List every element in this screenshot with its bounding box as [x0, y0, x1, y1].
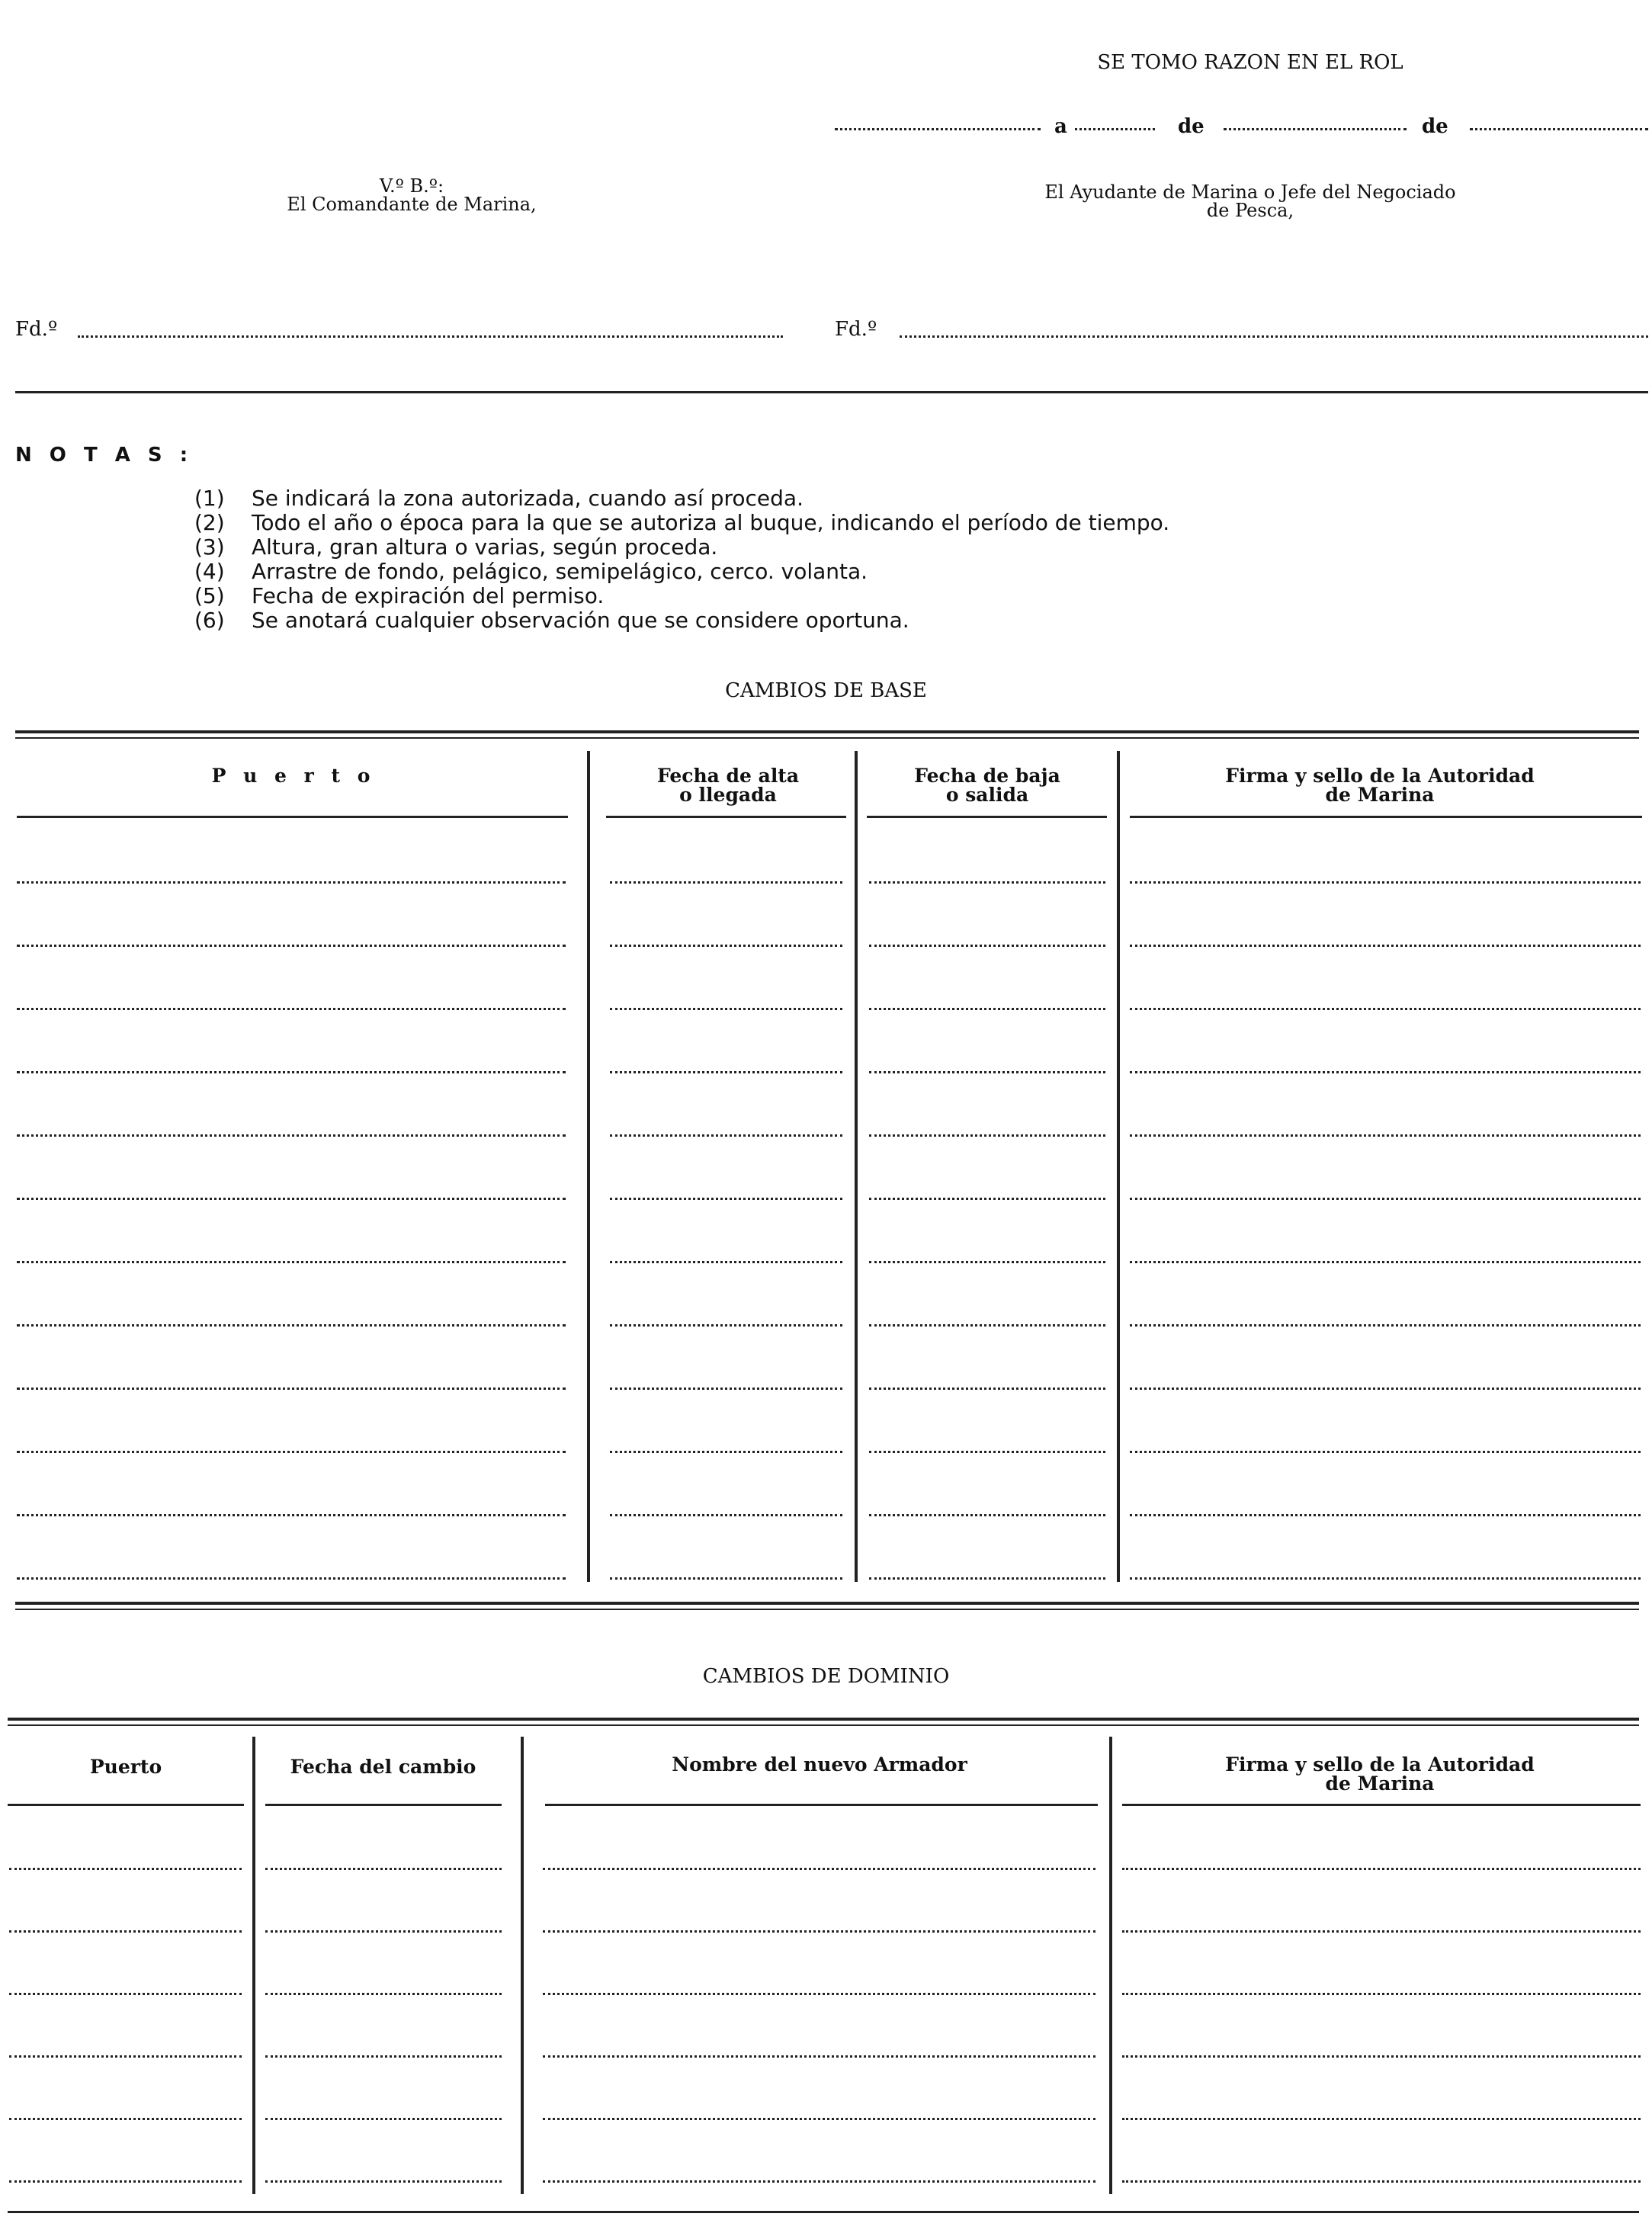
base-row-2-col-4-field[interactable] — [1130, 945, 1641, 947]
base-row-9-col-2-field[interactable] — [610, 1388, 842, 1390]
base-row-3-col-3-field[interactable] — [869, 1008, 1105, 1010]
fd-left-label: Fd.º — [15, 318, 58, 341]
base-row-5-col-4-field[interactable] — [1130, 1134, 1641, 1137]
base-row-7-col-1-field[interactable] — [17, 1261, 566, 1263]
dominio-row-6-col-4-field[interactable] — [1122, 2180, 1641, 2183]
dominio-top-rule — [8, 1718, 1639, 1721]
base-row-11-col-4-field[interactable] — [1130, 1514, 1641, 1516]
fd-left-signature-line[interactable] — [78, 335, 783, 338]
nota-item: (3) Altura, gran altura o varias, según proceda. — [194, 534, 718, 560]
base-row-2-col-2-field[interactable] — [610, 945, 842, 947]
base-row-4-col-3-field[interactable] — [869, 1071, 1105, 1073]
base-row-3-col-2-field[interactable] — [610, 1008, 842, 1010]
dominio-row-4-col-3-field[interactable] — [543, 2055, 1095, 2058]
dom-col-armador: Nombre del nuevo Armador — [672, 1753, 967, 1776]
fd-right-signature-line[interactable] — [900, 335, 1648, 338]
base-row-3-col-1-field[interactable] — [17, 1008, 566, 1010]
nota-item: (2) Todo el año o época para la que se autoriza al buque, indicando el período de tiempo. — [194, 510, 1170, 535]
base-top-rule — [15, 730, 1639, 733]
dom-col-fecha: Fecha del cambio — [290, 1756, 476, 1778]
base-row-10-col-1-field[interactable] — [17, 1451, 566, 1453]
section-divider — [15, 391, 1648, 393]
date-de1-label: de — [1178, 115, 1205, 138]
dom-col-divider — [1109, 1737, 1112, 2194]
comandante-label: El Comandante de Marina, — [287, 194, 537, 215]
vobo-label: V.º B.º: — [379, 175, 444, 197]
base-row-7-col-2-field[interactable] — [610, 1261, 842, 1263]
dominio-row-3-col-3-field[interactable] — [543, 1993, 1095, 1995]
base-col-firma: Firma y sello de la Autoridad de Marina — [1225, 765, 1535, 806]
date-a-label: a — [1054, 115, 1067, 138]
base-row-12-col-1-field[interactable] — [17, 1577, 566, 1580]
dom-header-underline — [545, 1804, 1098, 1806]
dominio-row-4-col-2-field[interactable] — [265, 2055, 502, 2058]
date-day-line[interactable] — [1075, 128, 1155, 130]
base-header-underline — [867, 816, 1107, 818]
base-row-3-col-4-field[interactable] — [1130, 1008, 1641, 1010]
dominio-row-5-col-3-field[interactable] — [543, 2118, 1095, 2120]
date-de2-label: de — [1422, 115, 1448, 138]
dominio-row-5-col-2-field[interactable] — [265, 2118, 502, 2120]
notas-list — [194, 486, 1169, 633]
dominio-row-2-col-4-field[interactable] — [1122, 1930, 1641, 1933]
base-row-8-col-4-field[interactable] — [1130, 1324, 1641, 1327]
notas-label: N O T A S : — [15, 444, 194, 467]
base-row-7-col-4-field[interactable] — [1130, 1261, 1641, 1263]
dominio-row-1-col-2-field[interactable] — [265, 1868, 502, 1870]
dom-col-divider — [521, 1737, 524, 2194]
base-col-puerto: P u e r t o — [211, 765, 376, 787]
base-row-8-col-3-field[interactable] — [869, 1324, 1105, 1327]
base-header-underline — [17, 816, 568, 818]
base-top-rule-thin — [15, 737, 1639, 739]
base-row-1-col-3-field[interactable] — [869, 881, 1105, 884]
base-row-9-col-1-field[interactable] — [17, 1388, 566, 1390]
base-row-6-col-2-field[interactable] — [610, 1198, 842, 1200]
base-row-10-col-4-field[interactable] — [1130, 1451, 1641, 1453]
base-row-5-col-2-field[interactable] — [610, 1134, 842, 1137]
base-row-6-col-1-field[interactable] — [17, 1198, 566, 1200]
base-col-divider — [855, 751, 858, 1582]
base-row-4-col-1-field[interactable] — [17, 1071, 566, 1073]
date-month-line[interactable] — [1224, 128, 1407, 130]
nota-item: (4) Arrastre de fondo, pelágico, semipelágico, cerco. volanta. — [194, 559, 868, 584]
base-bottom-rule-thin — [15, 1609, 1639, 1610]
base-row-2-col-3-field[interactable] — [869, 945, 1105, 947]
base-bottom-rule — [15, 1602, 1639, 1605]
fd-right-label: Fd.º — [835, 318, 877, 341]
dom-col-divider — [252, 1737, 255, 2194]
dom-header-underline — [8, 1804, 244, 1806]
base-col-fecha-baja: Fecha de baja o salida — [914, 765, 1060, 806]
base-row-2-col-1-field[interactable] — [17, 945, 566, 947]
base-row-1-col-2-field[interactable] — [610, 881, 842, 884]
base-row-4-col-2-field[interactable] — [610, 1071, 842, 1073]
dominio-row-6-col-3-field[interactable] — [543, 2180, 1095, 2183]
dominio-row-2-col-1-field[interactable] — [9, 1930, 242, 1933]
base-row-9-col-4-field[interactable] — [1130, 1388, 1641, 1390]
base-col-fecha-alta: Fecha de alta o llegada — [656, 765, 800, 806]
dominio-row-6-col-2-field[interactable] — [265, 2180, 502, 2183]
base-row-5-col-3-field[interactable] — [869, 1134, 1105, 1137]
base-row-6-col-4-field[interactable] — [1130, 1198, 1641, 1200]
dominio-row-1-col-1-field[interactable] — [9, 1868, 242, 1870]
base-row-1-col-1-field[interactable] — [17, 881, 566, 884]
dom-col-puerto: Puerto — [89, 1756, 162, 1778]
base-row-11-col-1-field[interactable] — [17, 1514, 566, 1516]
base-col-divider — [587, 751, 590, 1582]
dominio-row-2-col-3-field[interactable] — [543, 1930, 1095, 1933]
dom-header-underline — [1122, 1804, 1641, 1806]
dominio-row-5-col-4-field[interactable] — [1122, 2118, 1641, 2120]
base-row-12-col-4-field[interactable] — [1130, 1577, 1641, 1580]
dominio-row-3-col-1-field[interactable] — [9, 1993, 242, 1995]
date-year-line[interactable] — [1470, 128, 1648, 130]
base-row-5-col-1-field[interactable] — [17, 1134, 566, 1137]
base-row-12-col-2-field[interactable] — [610, 1577, 842, 1580]
dominio-row-5-col-1-field[interactable] — [9, 2118, 242, 2120]
cambios-base-title: CAMBIOS DE BASE — [725, 679, 927, 702]
dominio-row-1-col-4-field[interactable] — [1122, 1868, 1641, 1870]
base-row-9-col-3-field[interactable] — [869, 1388, 1105, 1390]
base-col-divider — [1117, 751, 1120, 1582]
dominio-row-6-col-1-field[interactable] — [9, 2180, 242, 2183]
date-place-line[interactable] — [835, 128, 1041, 130]
dominio-row-1-col-3-field[interactable] — [543, 1868, 1095, 1870]
base-row-12-col-3-field[interactable] — [869, 1577, 1105, 1580]
dominio-row-4-col-4-field[interactable] — [1122, 2055, 1641, 2058]
dom-header-underline — [265, 1804, 502, 1806]
ayudante-label: El Ayudante de Marina o Jefe del Negociado — [1044, 181, 1456, 203]
base-row-8-col-2-field[interactable] — [610, 1324, 842, 1327]
base-row-6-col-3-field[interactable] — [869, 1198, 1105, 1200]
dominio-row-3-col-2-field[interactable] — [265, 1993, 502, 1995]
base-row-8-col-1-field[interactable] — [17, 1324, 566, 1327]
pesca-label: de Pesca, — [1206, 200, 1294, 221]
dom-col-firma: Firma y sello de la Autoridad de Marina — [1225, 1753, 1535, 1795]
base-row-4-col-4-field[interactable] — [1130, 1071, 1641, 1073]
nota-item: (5) Fecha de expiración del permiso. — [194, 583, 605, 608]
dominio-row-4-col-1-field[interactable] — [9, 2055, 242, 2058]
dominio-row-3-col-4-field[interactable] — [1122, 1993, 1641, 1995]
base-row-7-col-3-field[interactable] — [869, 1261, 1105, 1263]
base-row-11-col-3-field[interactable] — [869, 1514, 1105, 1516]
nota-item: (6) Se anotará cualquier observación que se considere oportuna. — [194, 608, 909, 633]
dominio-top-rule-thin — [8, 1724, 1639, 1726]
dominio-row-2-col-2-field[interactable] — [265, 1930, 502, 1933]
base-header-underline — [1130, 816, 1642, 818]
base-row-10-col-3-field[interactable] — [869, 1451, 1105, 1453]
header-title: SE TOMO RAZON EN EL ROL — [1097, 51, 1403, 74]
base-row-10-col-2-field[interactable] — [610, 1451, 842, 1453]
nota-item: (1) Se indicará la zona autorizada, cuando así proceda. — [194, 486, 804, 511]
dom-bottom-rule — [8, 2211, 1639, 2213]
base-header-underline — [606, 816, 846, 818]
base-row-11-col-2-field[interactable] — [610, 1514, 842, 1516]
base-row-1-col-4-field[interactable] — [1130, 881, 1641, 884]
cambios-dominio-title: CAMBIOS DE DOMINIO — [702, 1665, 950, 1688]
